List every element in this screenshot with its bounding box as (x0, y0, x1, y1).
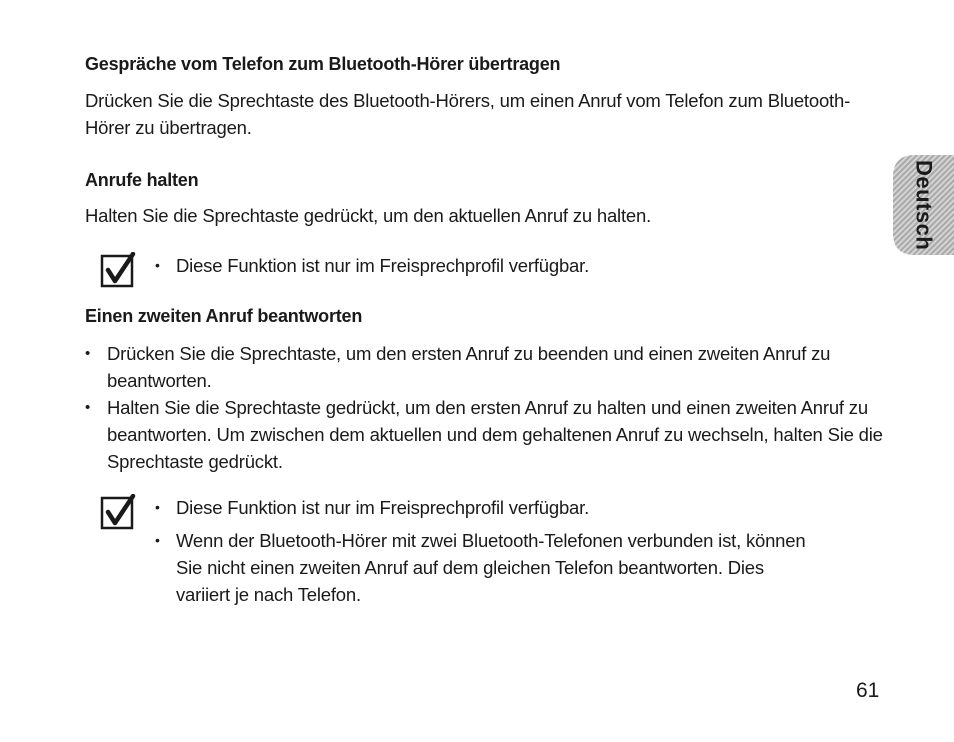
second-call-bullets (85, 340, 885, 475)
heading-second-call: Einen zweiten Anruf beantworten (85, 306, 363, 326)
checkbox-check-icon (100, 252, 136, 288)
list-item: • Halten Sie die Sprechtaste gedrückt, um den ersten Anruf zu halten und einen zweiten Anruf zu beantworten. Um zwischen dem aktuellen und dem gehaltenen Anruf zu wechseln, halten Sie die Sprechtaste gedrückt. (85, 394, 885, 475)
note-list (155, 252, 815, 285)
paragraph-transfer-calls: Drücken Sie die Sprechtaste des Bluetooth-Hörers, um einen Anruf vom Telefon zum Bluetooth-Hörer zu übertragen. (85, 90, 851, 138)
heading-hold-calls: Anrufe halten (85, 170, 199, 190)
paragraph-hold-calls: Halten Sie die Sprechtaste gedrückt, um den aktuellen Anruf zu halten. (85, 205, 652, 226)
note-item: • Wenn der Bluetooth-Hörer mit zwei Bluetooth-Telefonen verbunden ist, können Sie nicht einen zweiten Anruf auf dem gleichen Telefon beantworten. Dies variiert je nach Telefon. (155, 527, 815, 608)
note-item: • Diese Funktion ist nur im Freisprechprofil verfügbar. (155, 494, 815, 521)
page-number: 61 (856, 679, 880, 702)
note-item: • Diese Funktion ist nur im Freisprechprofil verfügbar. (155, 252, 815, 279)
language-tab-label: Deutsch (911, 159, 937, 251)
note-list (155, 494, 815, 614)
heading-transfer-calls: Gespräche vom Telefon zum Bluetooth-Hörer übertragen (85, 54, 561, 74)
checkbox-check-icon (100, 494, 136, 530)
list-item: • Drücken Sie die Sprechtaste, um den ersten Anruf zu beenden und einen zweiten Anruf zu beantworten. (85, 340, 885, 394)
